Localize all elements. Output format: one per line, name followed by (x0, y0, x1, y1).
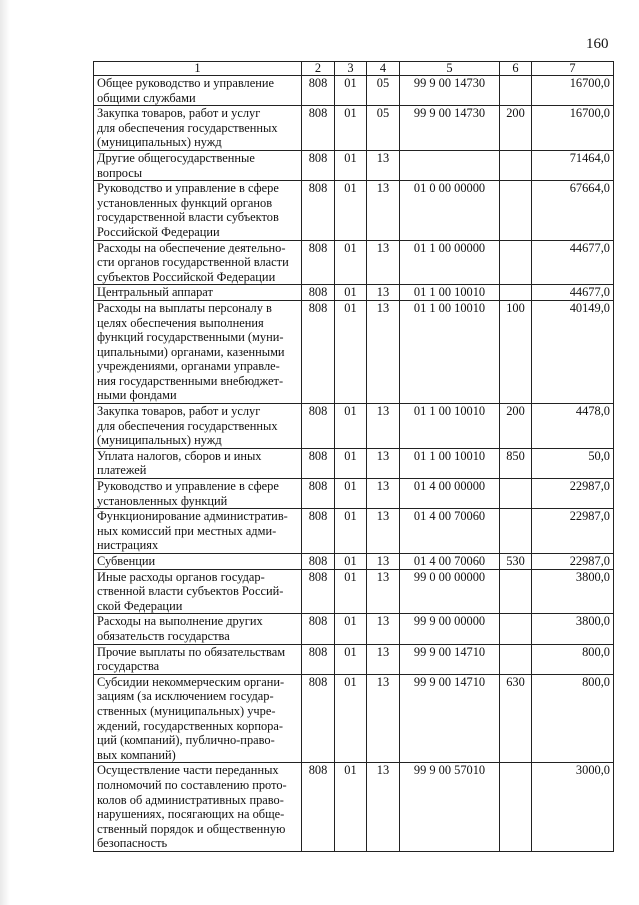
target-article-code: 99 9 00 00000 (400, 614, 500, 644)
table-row (94, 509, 614, 554)
section-code: 01 (335, 479, 367, 509)
target-article-code: 99 9 00 14710 (400, 674, 500, 763)
amount: 800,0 (532, 644, 614, 674)
section-code: 01 (335, 448, 367, 478)
expense-type-code (500, 479, 532, 509)
expense-type-code: 530 (500, 554, 532, 570)
target-article-code: 99 9 00 14730 (400, 106, 500, 151)
subsection-code: 13 (367, 614, 400, 644)
ministry-code: 808 (302, 479, 335, 509)
expense-type-code (500, 285, 532, 301)
section-code: 01 (335, 509, 367, 554)
target-article-code: 01 0 00 00000 (400, 181, 500, 240)
header-cell: 1 (94, 62, 302, 76)
table-row (94, 614, 614, 644)
expense-type-code: 100 (500, 300, 532, 403)
amount: 16700,0 (532, 76, 614, 106)
row-description: Расходы на выплаты персоналу в целях обеспечения выполнения функций государственными (муни- ципальными) органами, казенными учреждениями, органами управле- ния государственными внебюджет- ными фондами (94, 300, 302, 403)
amount: 40149,0 (532, 300, 614, 403)
section-code: 01 (335, 181, 367, 240)
expense-type-code (500, 763, 532, 852)
row-description: Функционирование административ- ных комиссий при местных адми- нистрациях (94, 509, 302, 554)
section-code: 01 (335, 644, 367, 674)
table-row (94, 300, 614, 403)
table-body (94, 76, 614, 852)
target-article-code: 01 4 00 70060 (400, 554, 500, 570)
target-article-code: 99 9 00 57010 (400, 763, 500, 852)
amount: 16700,0 (532, 106, 614, 151)
target-article-code: 01 1 00 10010 (400, 404, 500, 449)
expense-type-code (500, 240, 532, 285)
table-row (94, 554, 614, 570)
subsection-code: 13 (367, 674, 400, 763)
ministry-code: 808 (302, 76, 335, 106)
row-description: Иные расходы органов государ- ственной власти субъектов Россий- ской Федерации (94, 569, 302, 614)
table-row (94, 448, 614, 478)
expense-type-code: 200 (500, 404, 532, 449)
amount: 3800,0 (532, 569, 614, 614)
subsection-code: 13 (367, 644, 400, 674)
subsection-code: 13 (367, 300, 400, 403)
expense-type-code (500, 76, 532, 106)
table-row (94, 674, 614, 763)
ministry-code: 808 (302, 240, 335, 285)
amount: 3000,0 (532, 763, 614, 852)
expense-type-code (500, 181, 532, 240)
row-description: Другие общегосударственные вопросы (94, 150, 302, 180)
section-code: 01 (335, 240, 367, 285)
ministry-code: 808 (302, 674, 335, 763)
table-row (94, 479, 614, 509)
ministry-code: 808 (302, 285, 335, 301)
section-code: 01 (335, 106, 367, 151)
header-row (94, 62, 614, 76)
table-row (94, 181, 614, 240)
amount: 3800,0 (532, 614, 614, 644)
expense-type-code (500, 614, 532, 644)
ministry-code: 808 (302, 181, 335, 240)
target-article-code: 01 4 00 70060 (400, 509, 500, 554)
row-description: Расходы на выполнение других обязательств государства (94, 614, 302, 644)
subsection-code: 13 (367, 509, 400, 554)
target-article-code: 01 1 00 10010 (400, 285, 500, 301)
row-description: Осуществление части переданных полномочий по составлению прото- колов об административных право- нарушениях, посягающих на обще- ственный порядок и общественную безопасность (94, 763, 302, 852)
amount: 71464,0 (532, 150, 614, 180)
table-row (94, 106, 614, 151)
subsection-code: 13 (367, 554, 400, 570)
expense-type-code: 200 (500, 106, 532, 151)
subsection-code: 13 (367, 240, 400, 285)
section-code: 01 (335, 150, 367, 180)
ministry-code: 808 (302, 150, 335, 180)
amount: 67664,0 (532, 181, 614, 240)
target-article-code: 99 9 00 14710 (400, 644, 500, 674)
expense-type-code: 630 (500, 674, 532, 763)
row-description: Субвенции (94, 554, 302, 570)
table-row (94, 240, 614, 285)
ministry-code: 808 (302, 614, 335, 644)
target-article-code: 01 1 00 10010 (400, 300, 500, 403)
section-code: 01 (335, 674, 367, 763)
expense-type-code: 850 (500, 448, 532, 478)
amount: 44677,0 (532, 240, 614, 285)
row-description: Закупка товаров, работ и услуг для обеспечения государственных (муниципальных) нужд (94, 404, 302, 449)
expense-type-code (500, 150, 532, 180)
row-description: Уплата налогов, сборов и иных платежей (94, 448, 302, 478)
amount: 22987,0 (532, 509, 614, 554)
section-code: 01 (335, 614, 367, 644)
target-article-code: 01 4 00 00000 (400, 479, 500, 509)
amount: 22987,0 (532, 479, 614, 509)
target-article-code: 99 0 00 00000 (400, 569, 500, 614)
target-article-code (400, 150, 500, 180)
target-article-code: 01 1 00 00000 (400, 240, 500, 285)
row-description: Руководство и управление в сфере установленных функций (94, 479, 302, 509)
section-code: 01 (335, 285, 367, 301)
subsection-code: 13 (367, 181, 400, 240)
ministry-code: 808 (302, 554, 335, 570)
amount: 4478,0 (532, 404, 614, 449)
header-cell: 2 (302, 62, 335, 76)
table-row (94, 763, 614, 852)
ministry-code: 808 (302, 106, 335, 151)
subsection-code: 05 (367, 76, 400, 106)
amount: 50,0 (532, 448, 614, 478)
header-cell: 7 (532, 62, 614, 76)
header-cell: 3 (335, 62, 367, 76)
row-description: Центральный аппарат (94, 285, 302, 301)
ministry-code: 808 (302, 509, 335, 554)
table-row (94, 404, 614, 449)
ministry-code: 808 (302, 644, 335, 674)
table-row (94, 569, 614, 614)
ministry-code: 808 (302, 404, 335, 449)
ministry-code: 808 (302, 763, 335, 852)
scan-edge-shadow (0, 0, 10, 905)
amount: 800,0 (532, 674, 614, 763)
section-code: 01 (335, 554, 367, 570)
subsection-code: 13 (367, 448, 400, 478)
row-description: Прочие выплаты по обязательствам государства (94, 644, 302, 674)
header-cell: 5 (400, 62, 500, 76)
expense-type-code (500, 644, 532, 674)
table-row (94, 150, 614, 180)
section-code: 01 (335, 404, 367, 449)
row-description: Расходы на обеспечение деятельно- сти органов государственной власти субъектов Российской Федерации (94, 240, 302, 285)
subsection-code: 13 (367, 404, 400, 449)
expense-type-code (500, 569, 532, 614)
section-code: 01 (335, 76, 367, 106)
target-article-code: 99 9 00 14730 (400, 76, 500, 106)
row-description: Закупка товаров, работ и услуг для обеспечения государственных (муниципальных) нужд (94, 106, 302, 151)
subsection-code: 13 (367, 285, 400, 301)
amount: 22987,0 (532, 554, 614, 570)
subsection-code: 13 (367, 569, 400, 614)
header-cell: 4 (367, 62, 400, 76)
section-code: 01 (335, 569, 367, 614)
table-row (94, 285, 614, 301)
section-code: 01 (335, 300, 367, 403)
ministry-code: 808 (302, 300, 335, 403)
target-article-code: 01 1 00 10010 (400, 448, 500, 478)
subsection-code: 13 (367, 479, 400, 509)
table-row (94, 76, 614, 106)
row-description: Субсидии некоммерческим органи- зациям (за исключением государ- ственных (муниципальных) учре- ждений, государственных корпора- ций (компаний), публично-право- вых компаний) (94, 674, 302, 763)
row-description: Руководство и управление в сфере установленных функций органов государственной власти субъектов Российской Федерации (94, 181, 302, 240)
row-description: Общее руководство и управление общими службами (94, 76, 302, 106)
budget-table (93, 61, 614, 852)
page-number: 160 (586, 36, 609, 52)
ministry-code: 808 (302, 448, 335, 478)
section-code: 01 (335, 763, 367, 852)
amount: 44677,0 (532, 285, 614, 301)
subsection-code: 05 (367, 106, 400, 151)
header-cell: 6 (500, 62, 532, 76)
subsection-code: 13 (367, 150, 400, 180)
expense-type-code (500, 509, 532, 554)
table-row (94, 644, 614, 674)
ministry-code: 808 (302, 569, 335, 614)
subsection-code: 13 (367, 763, 400, 852)
